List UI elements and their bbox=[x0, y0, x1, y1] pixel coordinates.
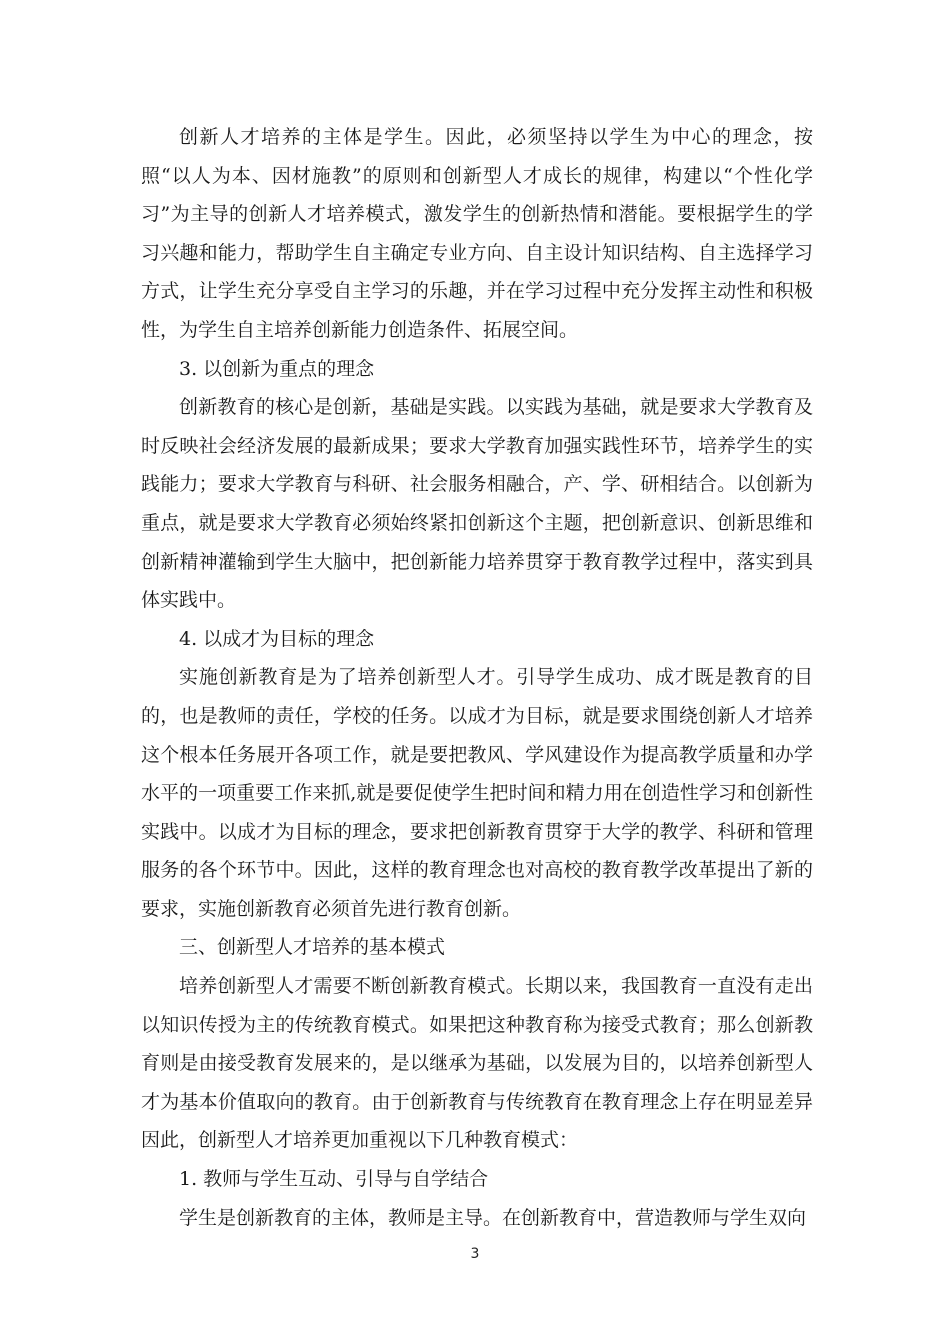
paragraph-innovation-core: 创新教育的核心是创新，基础是实践。以实践为基础，就是要求大学教育及时反映社会经济发展的最新成果；要求大学教育加强实践性环节，培养学生的实践能力；要求大学教育与科研、社会服务相融合，产、学、研相结合。以创新为重点，就是要求大学教育必须始终紧扣创新这个主题，把创新意识、创新思维和创新精神灌输到学生大脑中，把创新能力培养贯穿于教育教学过程中，落实到具体实践中。 bbox=[141, 396, 813, 612]
paragraph-student-subject: 学生是创新教育的主体，教师是主导。在创新教育中，营造教师与学生双向 bbox=[179, 1206, 807, 1229]
heading-basic-modes: 三、创新型人才培养的基本模式 bbox=[179, 936, 446, 959]
paragraph-talent-goal: 实施创新教育是为了培养创新型人才。引导学生成功、成才既是教育的目的，也是教师的责任，学校的任务。以成才为目标，就是要求围绕创新人才培养这个根本任务展开各项工作，就是要把教风、学风建设作为提高教学质量和办学水平的一项重要工作来抓,就是要促使学生把时间和精力用在创造性学习和创新性实践中。以成才为目标的理念，要求把创新教育贯穿于大学的教学、科研和管理服务的各个环节中。因此，这样的教育理念也对高校的教育教学改革提出了新的要求，实施创新教育必须首先进行教育创新。 bbox=[141, 666, 813, 920]
heading-talent-goal: 4. 以成才为目标的理念 bbox=[179, 627, 375, 650]
document-body bbox=[141, 118, 813, 1237]
heading-teacher-student-interaction: 1. 教师与学生互动、引导与自学结合 bbox=[179, 1168, 489, 1191]
page-number: 3 bbox=[470, 1246, 480, 1262]
paragraph-education-modes: 培养创新型人才需要不断创新教育模式。长期以来，我国教育一直没有走出以知识传授为主的传统教育模式。如果把这种教育称为接受式教育；那么创新教育则是由接受教育发展来的，是以继承为基础，以发展为目的，以培养创新型人才为基本价值取向的教育。由于创新教育与传统教育在教育理念上存在明显差异因此，创新型人才培养更加重视以下几种教育模式： bbox=[141, 975, 813, 1152]
heading-innovation-focus: 3. 以创新为重点的理念 bbox=[179, 357, 375, 380]
paragraph-student-centered: 创新人才培养的主体是学生。因此，必须坚持以学生为中心的理念，按照“以人为本、因材施教”的原则和创新型人才成长的规律，构建以“个性化学习”为主导的创新人才培养模式，激发学生的创新热情和潜能。要根据学生的学习兴趣和能力，帮助学生自主确定专业方向、自主设计知识结构、自主选择学习方式，让学生充分享受自主学习的乐趣，并在学习过程中充分发挥主动性和积极性，为学生自主培养创新能力创造条件、拓展空间。 bbox=[141, 126, 813, 341]
